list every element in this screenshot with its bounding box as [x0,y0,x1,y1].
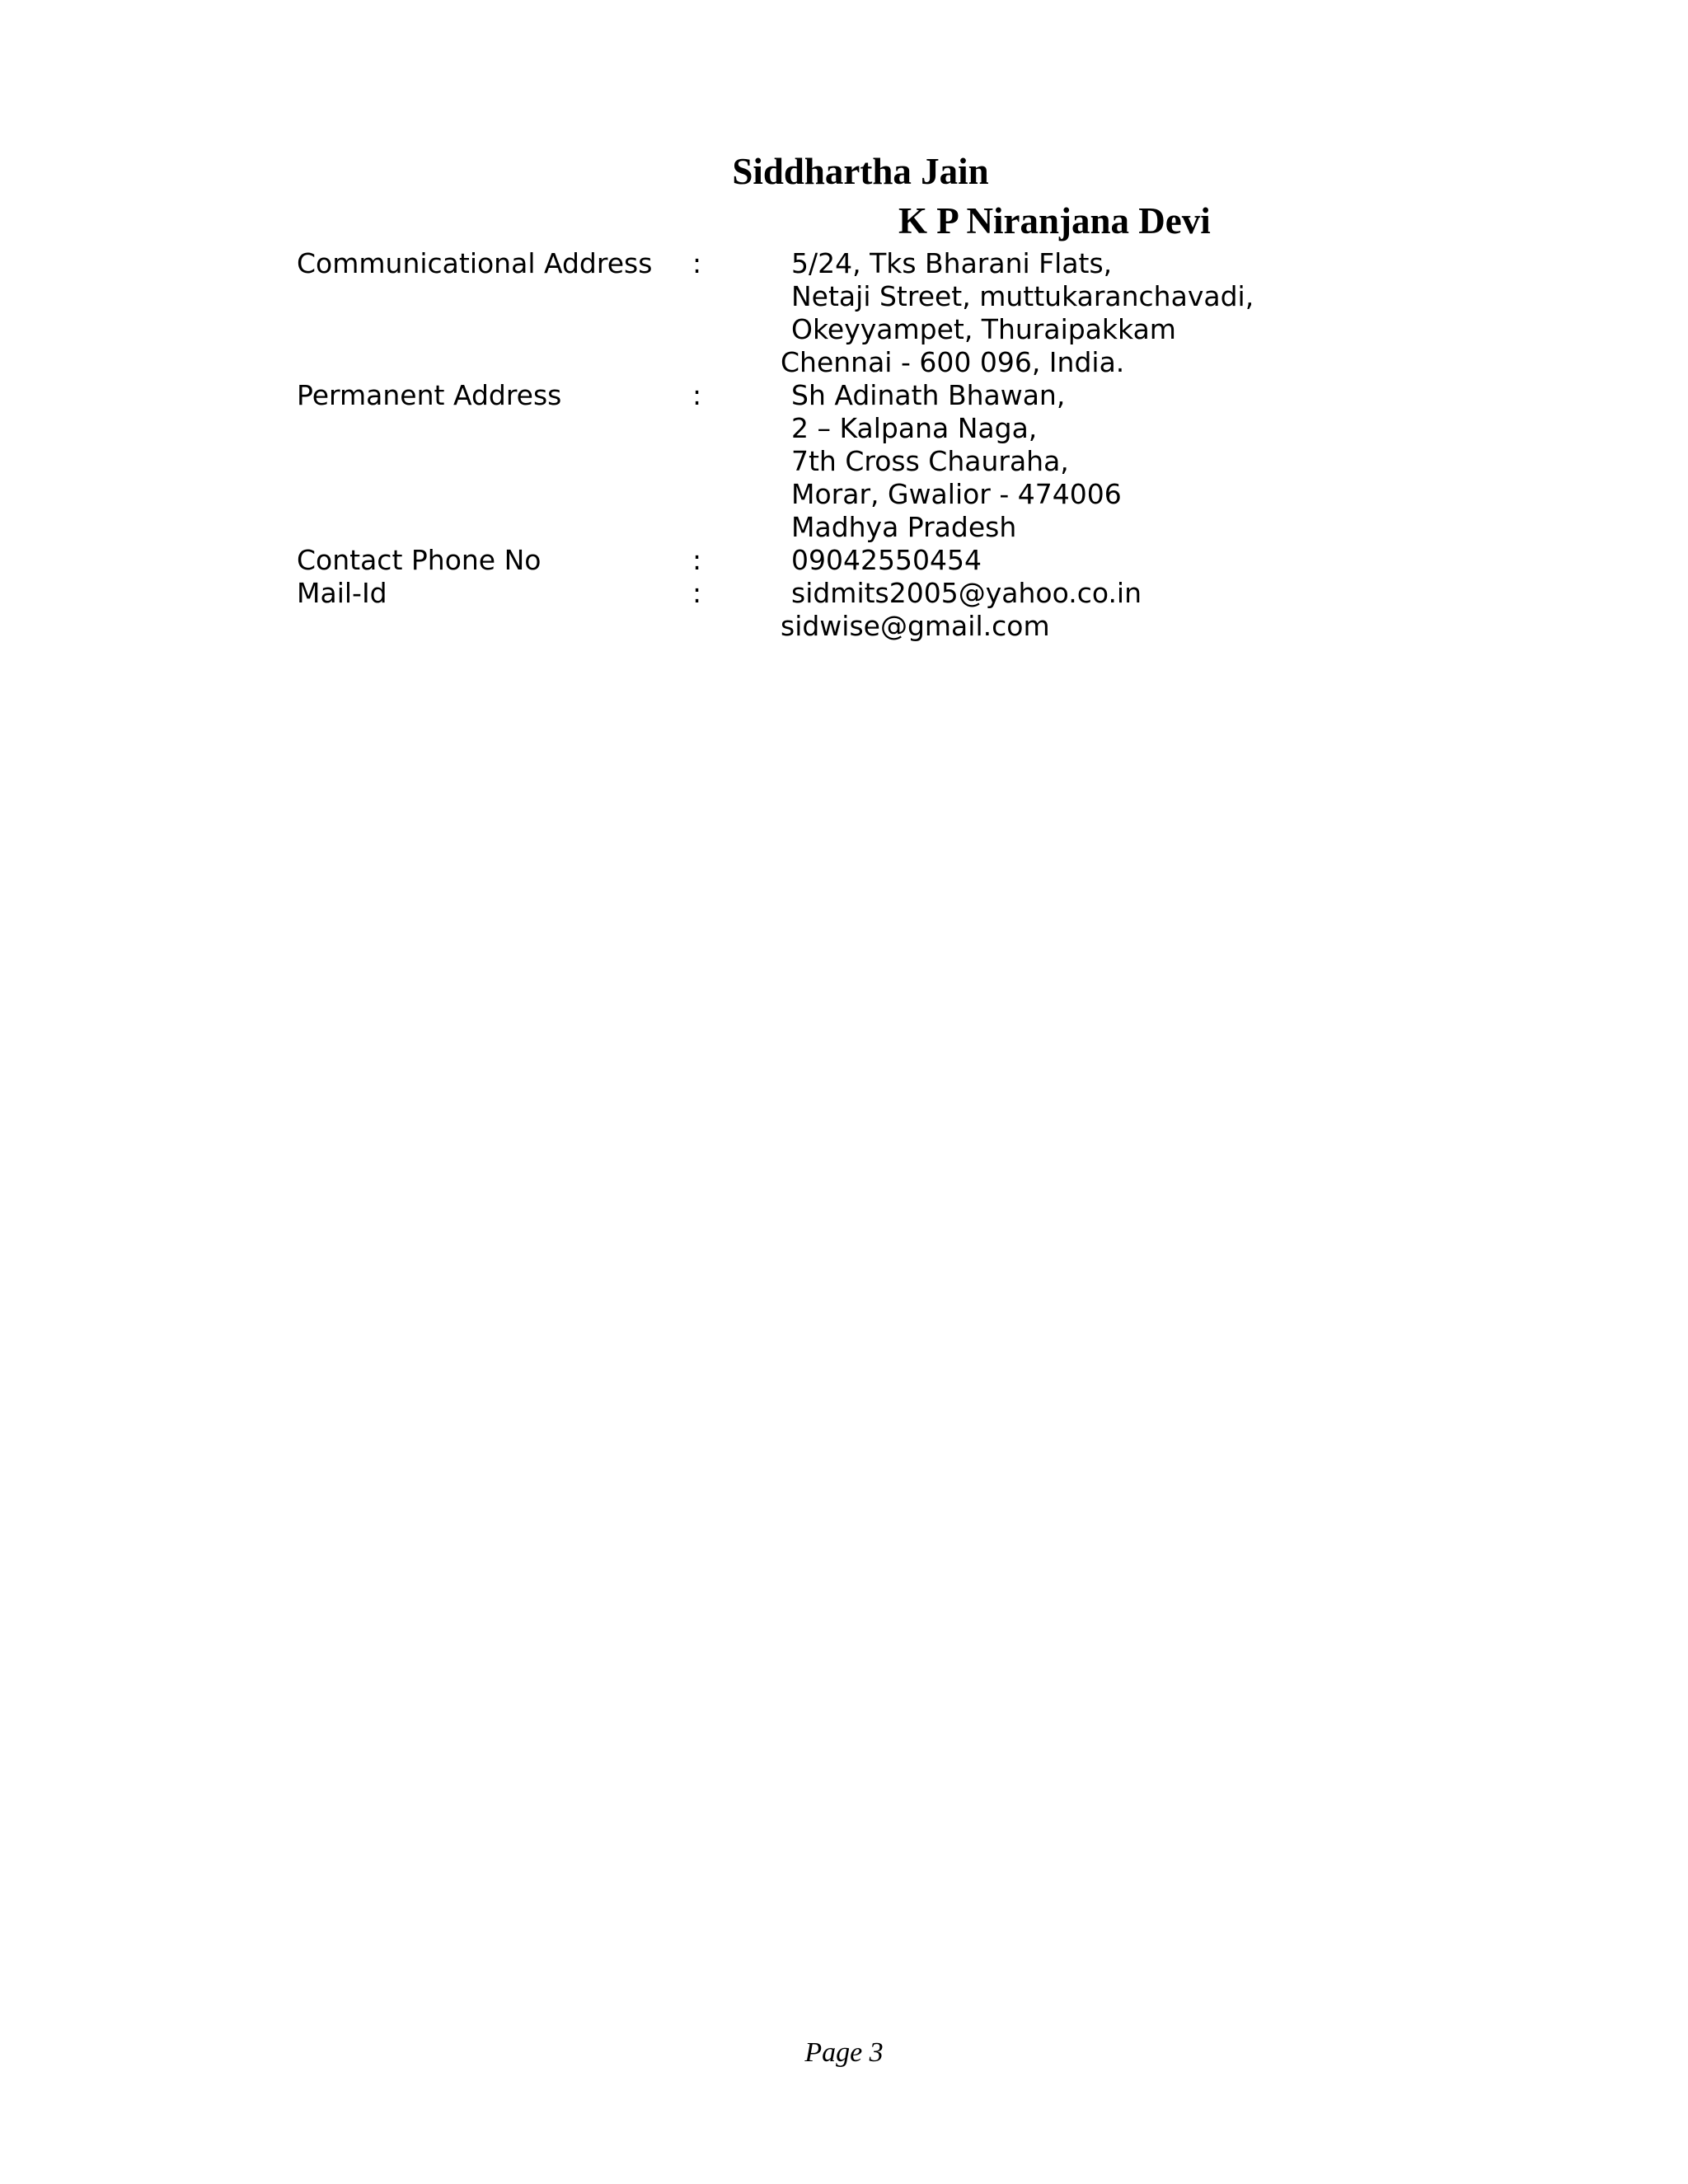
permanent-address-label: Permanent Address [297,379,562,411]
mail-value: sidwise@gmail.com [781,610,1050,642]
permanent-address-line: 2 – Kalpana Naga, [791,412,1038,444]
permanent-address-line: Morar, Gwalior - 474006 [791,478,1122,510]
communication-address-label: Communicational Address [297,247,653,279]
communication-address-line: Okeyyampet, Thuraipakkam [791,313,1176,345]
mail-label: Mail-Id [297,577,387,609]
colon: : [692,544,702,576]
mail-value: sidmits2005@yahoo.co.in [791,577,1142,609]
communication-address-line: Netaji Street, muttukaranchavadi, [791,280,1254,312]
page-number: Page 3 [804,2037,884,2068]
phone-value: 09042550454 [791,544,982,576]
colon: : [692,247,702,279]
clipped-heading-line: K P Niranjana Devi [898,200,1211,241]
colon: : [692,379,702,411]
clipped-heading-wrap [898,199,1360,241]
document-title: Siddhartha Jain [732,151,989,192]
communication-address-line: Chennai - 600 096, India. [781,346,1125,378]
phone-label: Contact Phone No [297,544,542,576]
permanent-address-line: Sh Adinath Bhawan, [791,379,1066,411]
permanent-address-line: Madhya Pradesh [791,511,1017,543]
colon: : [692,577,702,609]
communication-address-line: 5/24, Tks Bharani Flats, [791,247,1113,279]
permanent-address-line: 7th Cross Chauraha, [791,445,1069,477]
